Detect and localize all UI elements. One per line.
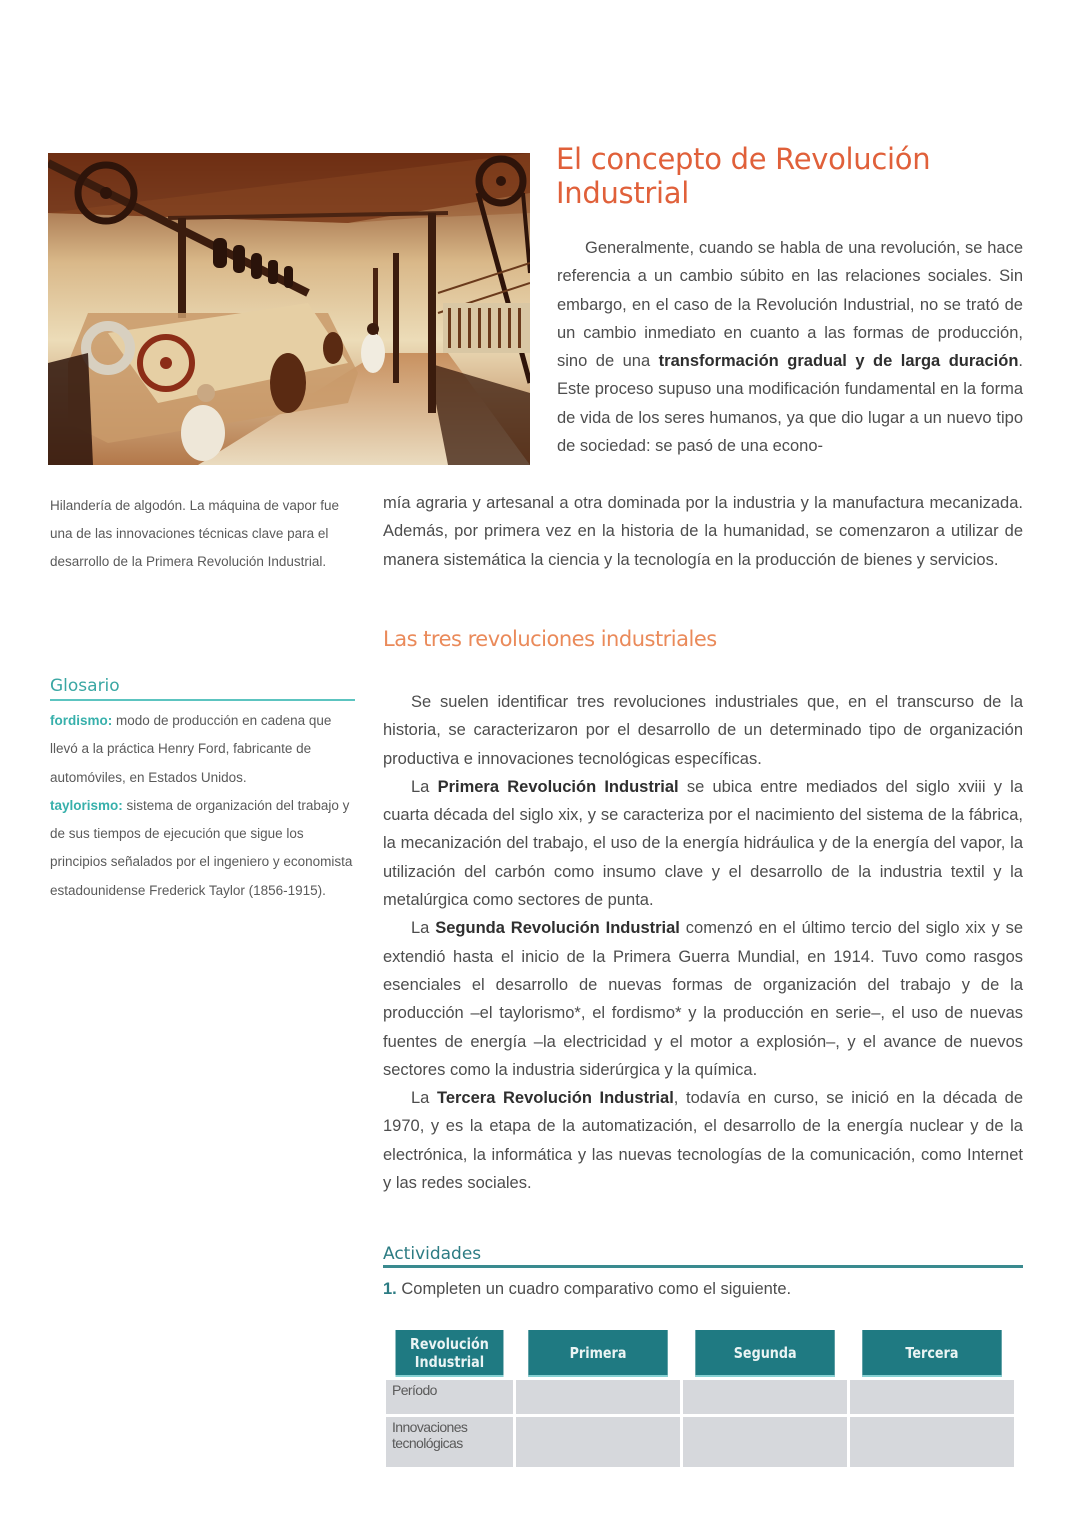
glossary-definition: sistema de organización del trabajo y de sus tiempos de ejecución que sigue los principios señalados por el ingeniero y economista estadounidense Frederick Taylor (1856-1915). — [50, 797, 353, 898]
activities-title: Actividades — [383, 1244, 1023, 1268]
glossary-term: fordismo: — [50, 713, 113, 728]
paragraph-text: , todavía en curso, se inició en la década de 1970, y es la etapa de la automatización, el desarrollo de la energía nuclear y de la electrónica, la informática y las nuevas tecnologías de la comunicación, como Internet y las redes sociales. — [383, 1089, 1024, 1193]
bold-term: Segunda Revolución Industrial — [435, 919, 680, 938]
header-first: Primera — [528, 1330, 667, 1377]
table-cell[interactable] — [683, 1417, 847, 1467]
activity-item — [383, 1280, 1023, 1299]
activity-text: Completen un cuadro comparativo como el siguiente. — [396, 1280, 792, 1298]
paragraph-first-revolution — [383, 773, 1023, 914]
intro-text-2: . Este proceso supuso una modificación fundamental en la forma de vida de los seres humanos, ya que dio lugar a un nuevo tipo de sociedad: se pasó de una econo- — [557, 352, 1023, 456]
intro-text-1: Generalmente, cuando se habla de una revolución, se hace referencia a un cambio súbito en las relaciones sociales. Sin embargo, en el caso de la Revolución Industrial, no se trató de un cambio inmediato en cuanto a las formas de producción, sino de una — [557, 239, 1023, 371]
header-third: Tercera — [862, 1330, 1001, 1377]
paragraph-second-revolution — [383, 914, 1023, 1084]
activities-section — [383, 1244, 1023, 1299]
glossary-box — [50, 676, 355, 905]
paragraph-text: La — [411, 1089, 437, 1108]
paragraph-text: La — [411, 777, 438, 796]
table-row — [386, 1380, 1014, 1414]
table-cell[interactable] — [850, 1380, 1014, 1414]
table-cell[interactable] — [683, 1380, 847, 1414]
paragraph-third-revolution — [383, 1084, 1023, 1197]
paragraph-text: La — [411, 919, 436, 938]
table-cell[interactable] — [516, 1380, 680, 1414]
table-cell[interactable] — [516, 1417, 680, 1467]
cotton-mill-illustration — [48, 153, 530, 465]
glossary-term: taylorismo: — [50, 797, 123, 813]
glossary-title: Glosario — [50, 676, 355, 701]
intro-paragraph — [557, 234, 1023, 460]
section-body — [383, 688, 1023, 1197]
comparison-table — [383, 1327, 1017, 1470]
row-label-period: Período — [386, 1380, 513, 1414]
paragraph-text: comenzó en el último tercio del siglo xix y se extendió hasta el inicio de la Primera Guerra Mundial, en 1914. Tuvo como rasgos esenciales el desarrollo de nuevas formas de organización del trabajo y de la producción –el taylorismo*, el fordismo* y la producción en serie–, el uso de nuevas fuentes de energía –la electricidad y el motor a explosión–, y el avance de nuevos sectores como la industria siderúrgica y la química. — [383, 919, 1024, 1079]
activity-number: 1. — [383, 1280, 397, 1298]
glossary-entry-fordismo — [50, 707, 355, 792]
bold-term: Primera Revolución Industrial — [437, 777, 679, 796]
paragraph-text: Se suelen identificar tres revoluciones industriales que, en el transcurso de la historia, se caracterizaron por el desarrollo de un determinado tipo de organización productiva e innovaciones tecnológicas específicas. — [383, 693, 1023, 768]
intro-paragraph-continued: mía agraria y artesanal a otra dominada por la industria y la manufactura mecanizada. Además, por primera vez en la historia de la humanidad, se comenzaron a utilizar de manera sistemática la ciencia y la tecnología en la producción de bienes y servicios. — [383, 494, 1023, 569]
page-title: El concepto de Revolución Industrial — [556, 142, 931, 210]
intro-bold: transformación gradual y de larga duración — [658, 352, 1019, 371]
paragraph-overview — [383, 688, 1023, 773]
header-second: Segunda — [695, 1330, 835, 1377]
row-label-innovations: Innovaciones tecnológicas — [386, 1417, 513, 1467]
glossary-entry-taylorismo — [50, 792, 355, 905]
table-cell[interactable] — [850, 1417, 1014, 1467]
glossary-definition: modo de producción en cadena que llevó a la práctica Henry Ford, fabricante de automóviles, en Estados Unidos. — [50, 713, 332, 785]
section-heading: Las tres revoluciones industriales — [383, 627, 717, 651]
bold-term: Tercera Revolución Industrial — [436, 1089, 674, 1108]
figure-caption: Hilandería de algodón. La máquina de vapor fue una de las innovaciones técnicas clave para el desarrollo de la Primera Revolución Industrial. — [50, 498, 339, 569]
paragraph-text: se ubica entre mediados del siglo xviii y la cuarta década del siglo xix, y se caracteriza por el nacimiento del sistema de la fábrica, la mecanización del trabajo, el uso de la energía hidráulica y de la energía del vapor, la utilización del carbón como insumo clave y el desarrollo de la industria textil y la metalúrgica como sectores de punta. — [383, 777, 1024, 910]
table-row — [386, 1417, 1014, 1467]
table-header-row — [386, 1330, 1014, 1377]
header-revolution: Revolución Industrial — [396, 1330, 504, 1377]
factory-image — [48, 153, 530, 465]
